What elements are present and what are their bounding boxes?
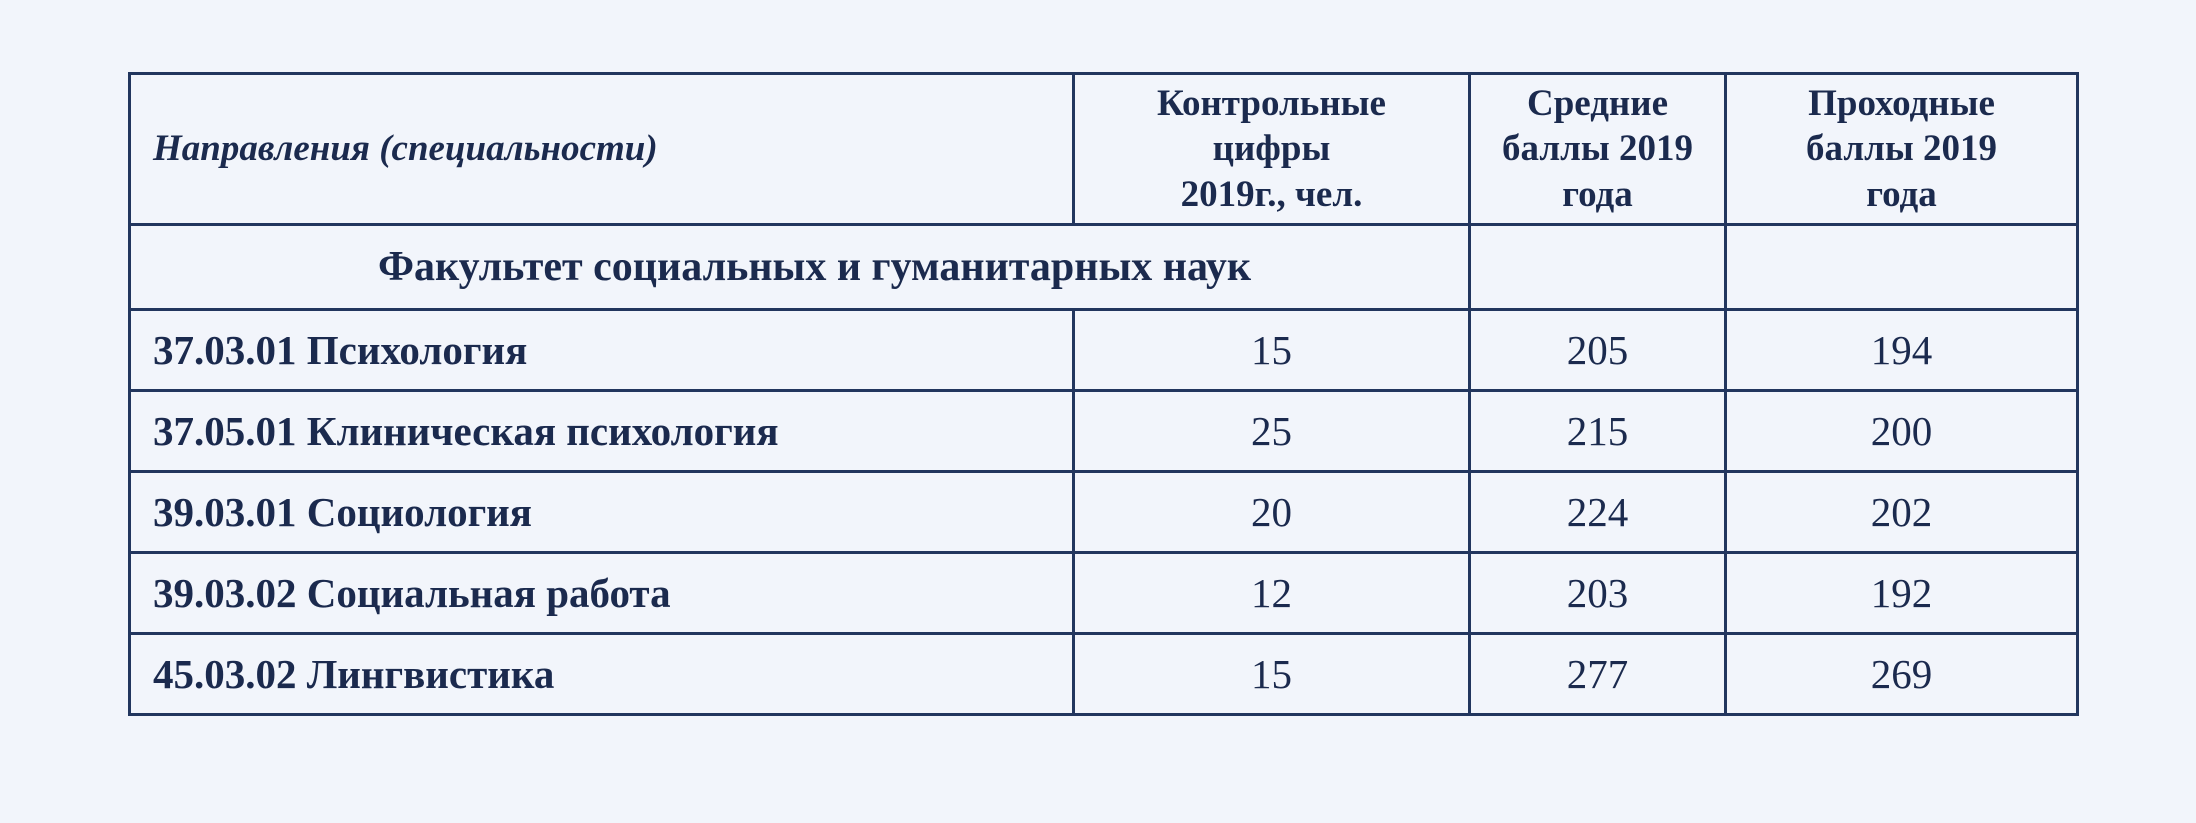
- row-specialty-name: 45.03.02 Лингвистика: [130, 634, 1074, 715]
- column-header-kcp-line2: цифры: [1212, 128, 1331, 170]
- row-passing-value: 202: [1726, 472, 2078, 553]
- admission-scores-table-wrapper: [128, 72, 2076, 716]
- row-average-value: 205: [1470, 310, 1726, 391]
- row-average-value: 215: [1470, 391, 1726, 472]
- column-header-kcp-line1: Контрольные: [1157, 83, 1386, 125]
- table-header-row: [130, 74, 2078, 225]
- column-header-passing-scores: [1726, 74, 2078, 225]
- row-kcp-value: 15: [1074, 310, 1470, 391]
- column-header-average-line3: года: [1562, 173, 1633, 215]
- column-header-average-line2: баллы 2019: [1502, 128, 1693, 170]
- column-header-kcp: [1074, 74, 1470, 225]
- column-header-kcp-line3: 2019г., чел.: [1180, 173, 1363, 215]
- column-header-average-scores: [1470, 74, 1726, 225]
- table-row: [130, 391, 2078, 472]
- table-header: [130, 74, 2078, 225]
- row-specialty-name: 39.03.02 Социальная работа: [130, 553, 1074, 634]
- row-passing-value: 194: [1726, 310, 2078, 391]
- faculty-section-empty-passing: [1726, 225, 2078, 310]
- row-specialty-name: 37.05.01 Клиническая психология: [130, 391, 1074, 472]
- row-kcp-value: 25: [1074, 391, 1470, 472]
- admission-scores-table: [128, 72, 2079, 716]
- table-row: [130, 310, 2078, 391]
- row-average-value: 224: [1470, 472, 1726, 553]
- row-passing-value: 200: [1726, 391, 2078, 472]
- row-passing-value: 192: [1726, 553, 2078, 634]
- column-header-specialty: Направления (специальности): [130, 74, 1074, 225]
- row-average-value: 203: [1470, 553, 1726, 634]
- table-row: [130, 553, 2078, 634]
- row-kcp-value: 12: [1074, 553, 1470, 634]
- column-header-passing-line2: баллы 2019: [1806, 128, 1997, 170]
- row-kcp-value: 20: [1074, 472, 1470, 553]
- faculty-section-row: [130, 225, 2078, 310]
- column-header-passing-line1: Проходные: [1808, 83, 1995, 125]
- table-body: [130, 225, 2078, 715]
- row-specialty-name: 39.03.01 Социология: [130, 472, 1074, 553]
- table-row: [130, 472, 2078, 553]
- column-header-passing-line3: года: [1866, 173, 1937, 215]
- faculty-section-title: Факультет социальных и гуманитарных наук: [130, 225, 1470, 310]
- table-row: [130, 634, 2078, 715]
- row-passing-value: 269: [1726, 634, 2078, 715]
- row-kcp-value: 15: [1074, 634, 1470, 715]
- row-average-value: 277: [1470, 634, 1726, 715]
- column-header-average-line1: Средние: [1526, 83, 1668, 125]
- row-specialty-name: 37.03.01 Психология: [130, 310, 1074, 391]
- faculty-section-empty-average: [1470, 225, 1726, 310]
